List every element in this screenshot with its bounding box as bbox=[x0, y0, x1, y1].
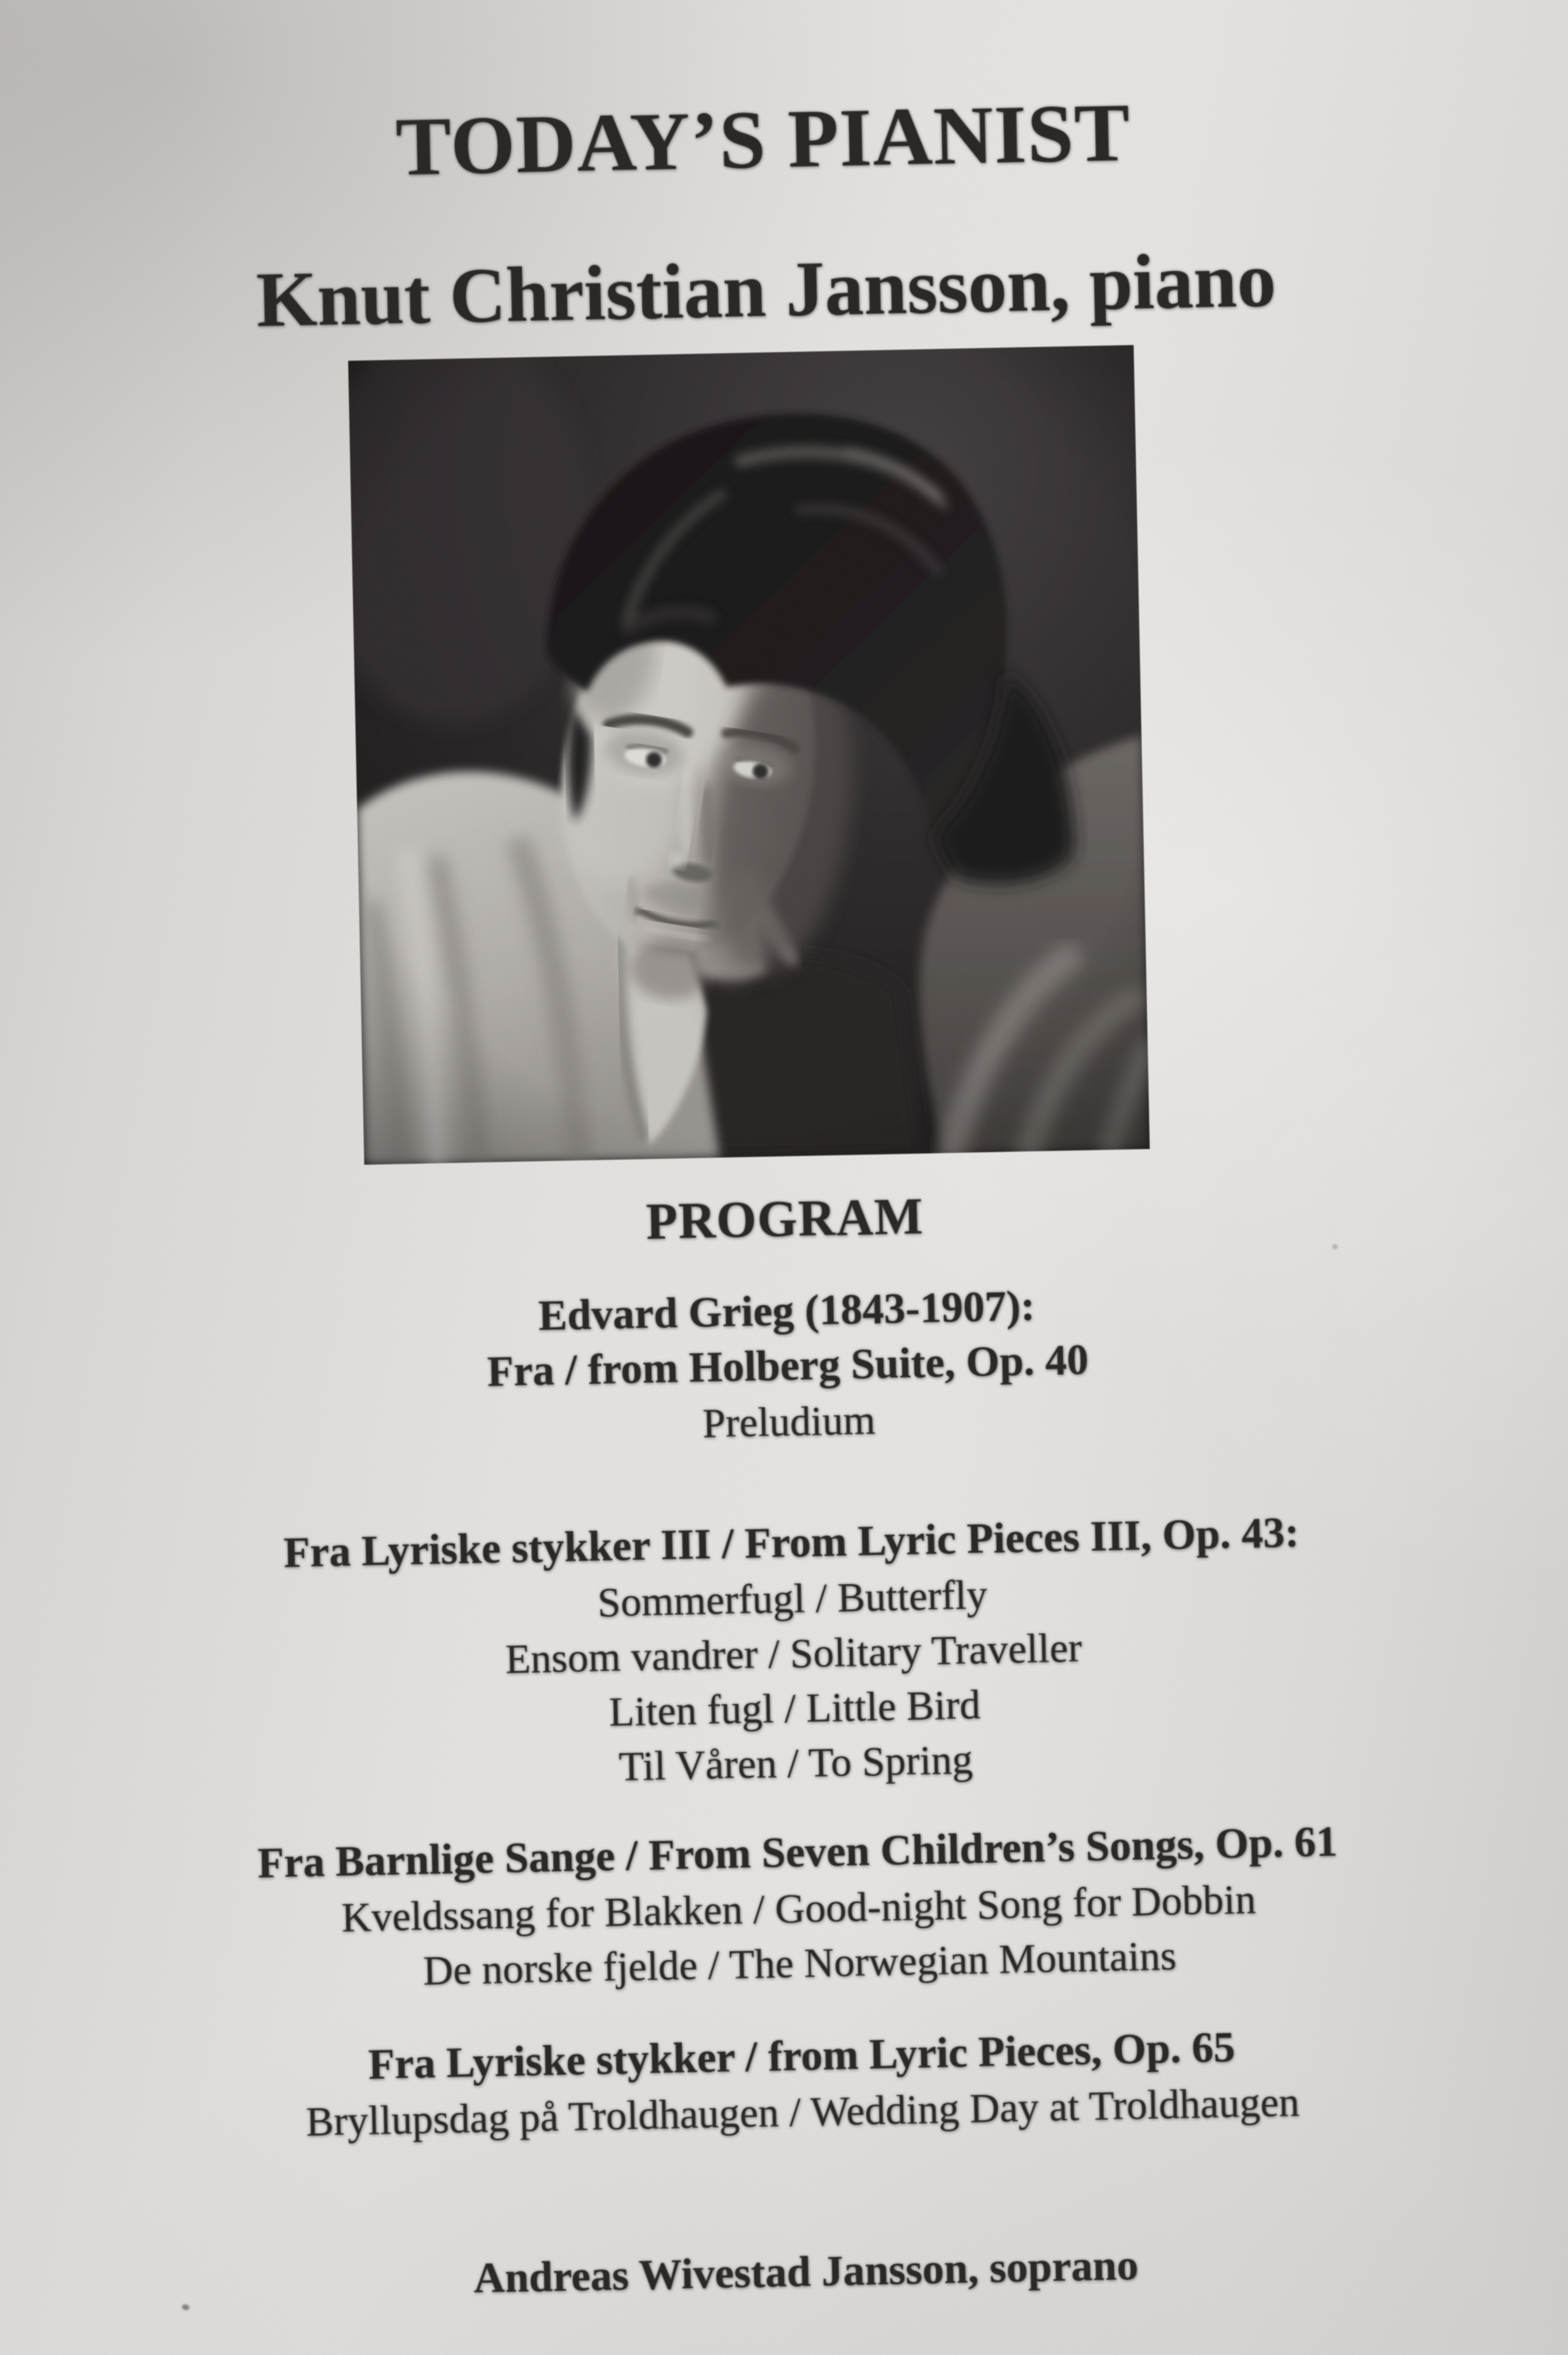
program-section bbox=[17, 2014, 1568, 2155]
program-piece: Til Våren / To Spring bbox=[618, 1735, 973, 1790]
program-piece: Bryllupsdag på Troldhaugen / Wedding Day at Troldhaugen bbox=[305, 2078, 1301, 2145]
photo-vignette bbox=[348, 345, 1149, 1165]
program-heading: PROGRAM bbox=[645, 1188, 924, 1251]
program-section-heading: Fra Lyriske stykker / from Lyric Pieces, Op. 65 bbox=[367, 2024, 1236, 2089]
program-piece: Kveldssang for Blakken / Good-night Song for Dobbin bbox=[341, 1875, 1257, 1940]
program-section-heading: Edvard Grieg (1843-1907): bbox=[537, 1282, 1036, 1340]
program-section-heading: Fra / from Holberg Suite, Op. 40 bbox=[487, 1336, 1090, 1396]
program-section bbox=[2, 1268, 1568, 1465]
paper-speck bbox=[1332, 1244, 1338, 1249]
program-section-heading: Fra Lyriske stykker III / From Lyric Pieces III, Op. 43: bbox=[282, 1509, 1300, 1577]
program-section bbox=[7, 1500, 1568, 1806]
program-piece: Ensom vandrer / Solitary Traveller bbox=[504, 1623, 1083, 1682]
soprano-credit: Andreas Wivestad Jansson, soprano bbox=[473, 2241, 1139, 2303]
portrait-photo-illustration bbox=[348, 345, 1149, 1165]
program-piece: De norske fjelde / The Norwegian Mountains bbox=[422, 1931, 1178, 1994]
pianist-portrait-photo bbox=[348, 345, 1149, 1165]
program-section-heading: Fra Barnlige Sange / From Seven Children’s Songs, Op. 61 bbox=[257, 1818, 1339, 1887]
program-list bbox=[2, 1268, 1568, 2155]
program-piece: Preludium bbox=[702, 1396, 876, 1447]
program-section bbox=[13, 1810, 1568, 2006]
program-piece: Sommerfugl / Butterfly bbox=[596, 1571, 988, 1626]
performer-name: Knut Christian Jansson, piano bbox=[255, 236, 1277, 344]
page-title: TODAY’S PIANIST bbox=[394, 86, 1132, 194]
program-piece: Liten fugl / Little Bird bbox=[608, 1680, 981, 1735]
